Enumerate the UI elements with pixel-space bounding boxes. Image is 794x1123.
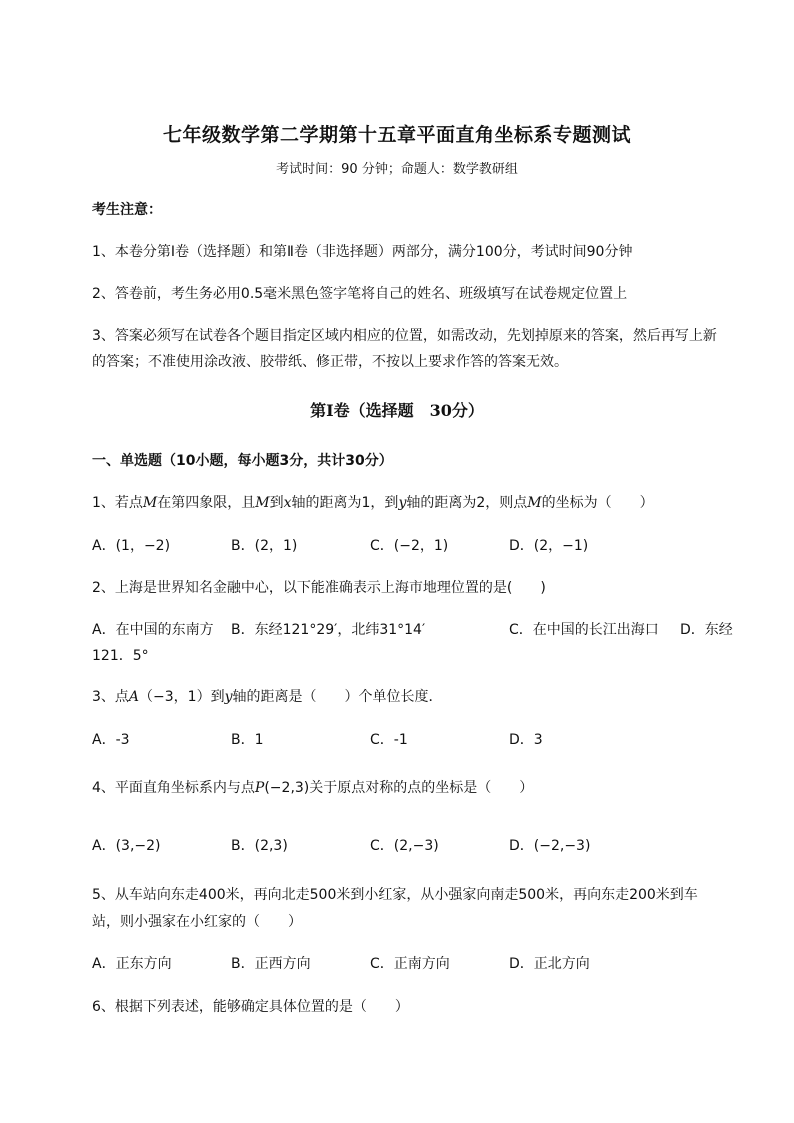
question-5-option-c[interactable]: C．正南方向	[370, 956, 450, 972]
question-4-option-b[interactable]: B．(2,3)	[231, 838, 288, 854]
question-3-stem: 3、点A（−3，1）到y轴的距离是（ ）个单位长度．	[92, 689, 443, 705]
notice-item-3-cont: 的答案；不准使用涂改液、胶带纸、修正带，不按以上要求作答的答案无效。	[92, 354, 568, 370]
question-5-option-b[interactable]: B．正西方向	[231, 956, 311, 972]
question-1-stem: 1、若点M在第四象限，且M到x轴的距离为1，到y轴的距离为2，则点M的坐标为（ ）	[92, 495, 654, 511]
part-heading: 一、单选题（10小题，每小题3分，共计30分）	[92, 453, 393, 469]
question-2-option-d[interactable]: D．东经	[680, 622, 733, 638]
question-1-option-d[interactable]: D．(2，−1)	[509, 538, 589, 554]
question-5-option-d[interactable]: D．正北方向	[509, 956, 590, 972]
question-4-stem: 4、平面直角坐标系内与点P(−2,3)关于原点对称的点的坐标是（ ）	[92, 780, 534, 796]
question-2-option-a[interactable]: A．在中国的东南方	[92, 622, 214, 638]
question-1-option-a[interactable]: A．(1，−2)	[92, 538, 171, 554]
question-6-stem: 6、根据下列表述，能够确定具体位置的是（ ）	[92, 999, 409, 1015]
question-3-option-d[interactable]: D．3	[509, 732, 543, 748]
notice-heading: 考生注意：	[92, 202, 162, 218]
question-4-option-a[interactable]: A．(3,−2)	[92, 838, 161, 854]
question-2-option-b[interactable]: B．东经121°29′，北纬31°14′	[231, 622, 426, 638]
question-4-option-c[interactable]: C．(2,−3)	[370, 838, 439, 854]
question-1-option-c[interactable]: C．(−2，1)	[370, 538, 449, 554]
question-5-stem-cont: 站，则小强家在小红家的（ ）	[92, 914, 302, 930]
question-2-option-d-cont: 121．5°	[92, 648, 149, 664]
question-3-option-a[interactable]: A．-3	[92, 732, 130, 748]
notice-item-2: 2、答卷前，考生务必用0.5毫米黑色签字笔将自己的姓名、班级填写在试卷规定位置上	[92, 286, 628, 302]
question-3-option-c[interactable]: C．-1	[370, 732, 408, 748]
question-3-option-b[interactable]: B．1	[231, 732, 264, 748]
question-5-option-a[interactable]: A．正东方向	[92, 956, 172, 972]
question-2-option-c[interactable]: C．在中国的长江出海口	[509, 622, 659, 638]
exam-title: 七年级数学第二学期第十五章平面直角坐标系专题测试	[162, 124, 631, 146]
notice-item-1: 1、本卷分第Ⅰ卷（选择题）和第Ⅱ卷（非选择题）两部分，满分100分，考试时间90分钟	[92, 244, 633, 260]
section-title: 第Ⅰ卷（选择题 30分）	[310, 401, 484, 420]
question-4-option-d[interactable]: D．(−2,−3)	[509, 838, 591, 854]
exam-subtitle: 考试时间：90 分钟；命题人：数学教研组	[276, 162, 518, 177]
question-2-stem: 2、上海是世界知名金融中心，以下能准确表示上海市地理位置的是( )	[92, 580, 546, 596]
question-5-stem: 5、从车站向东走400米，再向北走500米到小红家，从小强家向南走500米，再向东走200米到车	[92, 887, 698, 903]
question-1-option-b[interactable]: B．(2，1)	[231, 538, 298, 554]
notice-item-3: 3、答案必须写在试卷各个题目指定区域内相应的位置，如需改动，先划掉原来的答案，然后再写上新	[92, 328, 717, 344]
